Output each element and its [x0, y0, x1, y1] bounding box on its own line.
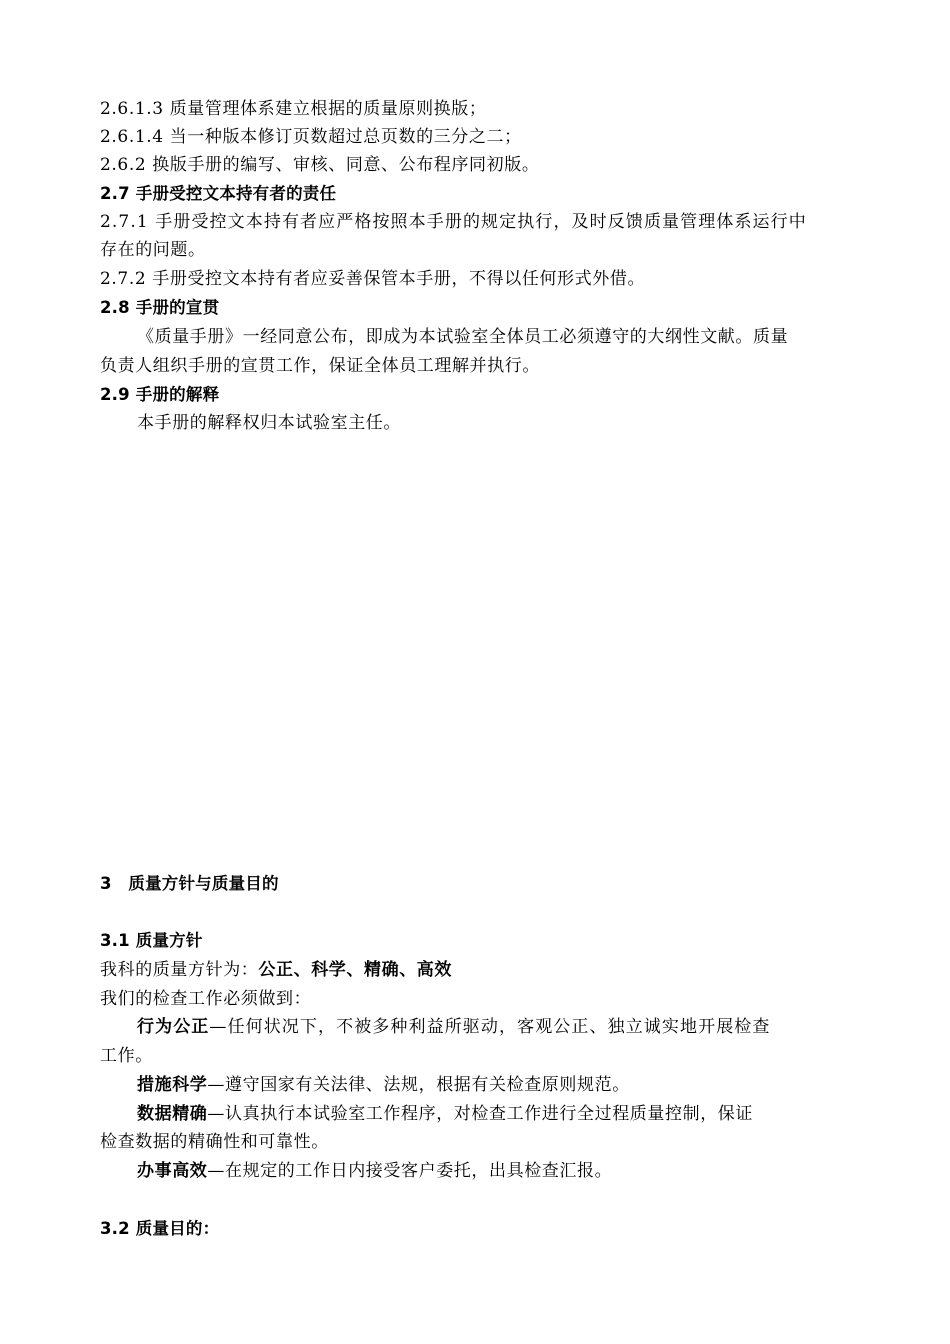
clause-2-7-1-line1: 2.7.1 手册受控文本持有者应严格按照本手册的规定执行，及时反馈质量管理体系运行中 — [100, 212, 807, 232]
policy-item-term: 办事高效 — [137, 1161, 208, 1181]
clause-2-7-2: 2.7.2 手册受控文本持有者应妥善保管本手册，不得以任何形式外借。 — [100, 269, 646, 289]
heading-3-1: 3.1 质量方针 — [100, 931, 203, 950]
section-3-title: 3 质量方针与质量目的 — [100, 874, 279, 893]
policy-item-text: —在规定的工作日内接受客户委托，出具检查汇报。 — [207, 1161, 613, 1181]
policy-item-text: —认真执行本试验室工作程序，对检查工作进行全过程质量控制，保证 — [207, 1104, 754, 1124]
paragraph-2-8-line1: 《质量手册》一经同意公布，即成为本试验室全体员工必须遵守的大纲性文献。质量 — [137, 327, 789, 347]
policy-item-2 — [137, 1074, 852, 1096]
heading-3-2: 3.2 质量目的： — [100, 1219, 220, 1238]
policy-item-text: —任何状况下，不被多种利益所驱动，客观公正、独立诚实地开展检查 — [209, 1017, 771, 1037]
clause-2-6-1-4: 2.6.1.4 当一种版本修订页数超过总页数的三分之二； — [100, 127, 522, 147]
quality-policy-line — [100, 959, 852, 981]
clause-2-7-1-line2: 存在的问题。 — [100, 240, 206, 260]
quality-policy-prefix: 我科的质量方针为： — [100, 960, 259, 980]
heading-2-7: 2.7 手册受控文本持有者的责任 — [100, 184, 337, 203]
must-do-line: 我们的检查工作必须做到： — [100, 989, 312, 1009]
policy-item-term: 措施科学 — [137, 1075, 208, 1095]
heading-2-8: 2.8 手册的宣贯 — [100, 298, 220, 317]
policy-item-term: 数据精确 — [137, 1104, 208, 1124]
policy-item-text: —遵守国家有关法律、法规，根据有关检查原则规范。 — [207, 1075, 630, 1095]
policy-item-4 — [137, 1160, 852, 1182]
clause-2-6-2: 2.6.2 换版手册的编写、审核、同意、公布程序同初版。 — [100, 155, 540, 175]
heading-2-9: 2.9 手册的解释 — [100, 385, 220, 404]
quality-policy-value: 公正、科学、精确、高效 — [258, 960, 453, 980]
policy-item-3-line2: 检查数据的精确性和可靠性。 — [100, 1132, 329, 1152]
paragraph-2-9: 本手册的解释权归本试验室主任。 — [137, 413, 401, 433]
policy-item-term: 行为公正 — [137, 1017, 210, 1037]
paragraph-2-8-line2: 负责人组织手册的宣贯工作，保证全体员工理解并执行。 — [100, 356, 540, 376]
policy-item-1-line1 — [137, 1016, 852, 1038]
policy-item-3-line1 — [137, 1103, 852, 1125]
clause-2-6-1-3: 2.6.1.3 质量管理体系建立根据的质量原则换版； — [100, 99, 487, 119]
policy-item-1-line2: 工作。 — [100, 1046, 153, 1066]
